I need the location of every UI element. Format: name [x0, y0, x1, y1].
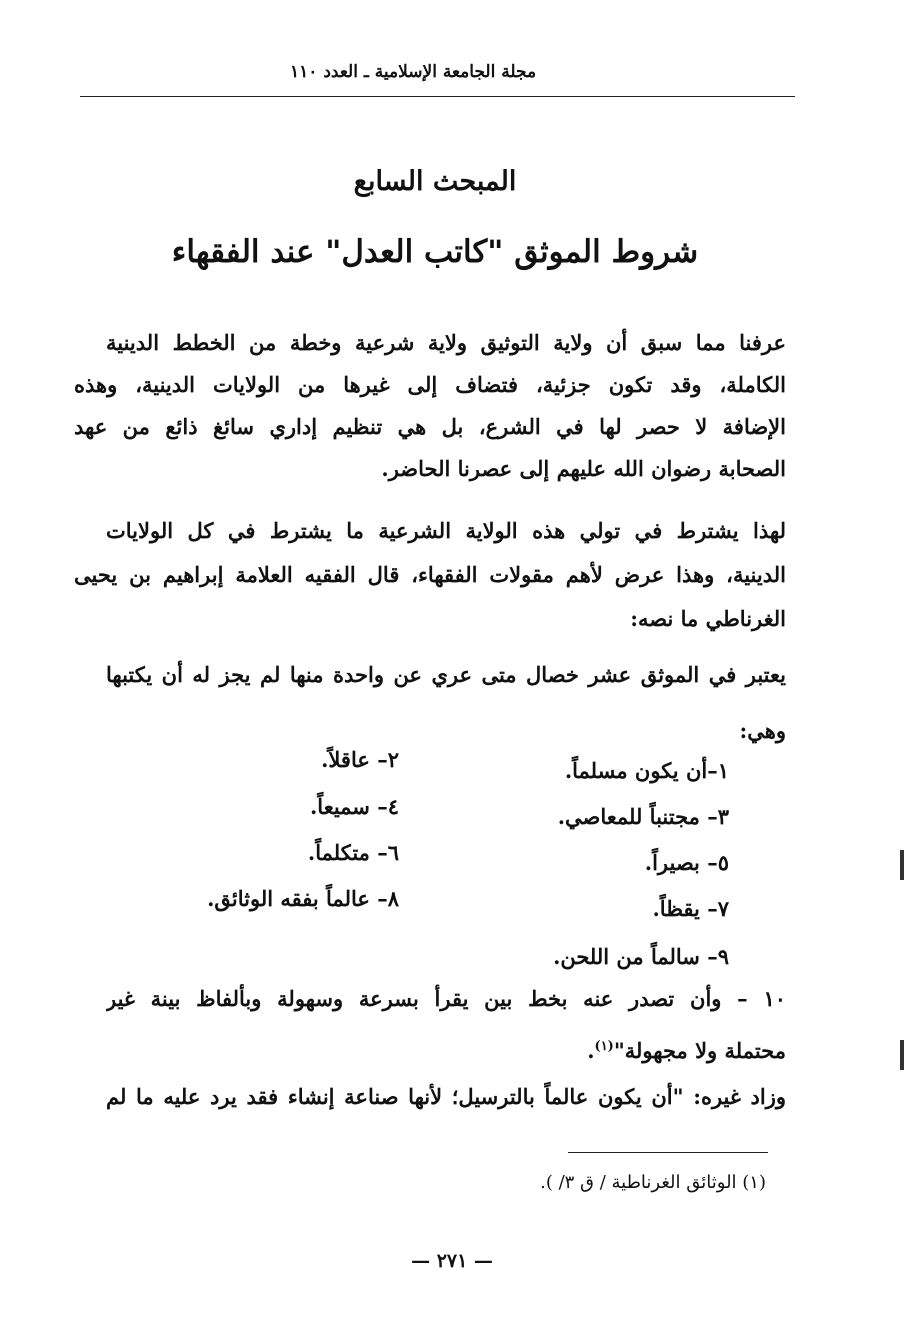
paragraph-line: محتملة ولا مجهولة"$^{(١)}$. — [587, 1038, 786, 1063]
paragraph-3 — [74, 656, 786, 756]
journal-name: مجلة الجامعة الإسلامية — [374, 62, 537, 82]
paragraph-2 — [74, 512, 786, 642]
condition-3: ٣– مجتنباً للمعاصي. — [557, 804, 729, 829]
main-title: شروط الموثق "كاتب العدل" عند الفقهاء — [171, 234, 699, 270]
paragraph-line: وهي: — [739, 718, 786, 743]
paragraph-line: يعتبر في الموثق عشر خصال متى عري عن واحدة منها لم يجز له أن يكتبها — [106, 662, 786, 687]
condition-7: ٧– يقظاً. — [652, 896, 729, 921]
paragraph-1 — [74, 324, 786, 484]
condition-10 — [74, 980, 786, 1070]
paragraph-line: الصحابة رضوان الله عليهم إلى عصرنا الحاضر. — [381, 456, 786, 481]
paragraph-line: ١٠ – وأن تصدر عنه بخط بين يقرأ بسرعة وسهولة وبألفاظ بينة غير — [106, 986, 786, 1011]
paragraph-line: الغرناطي ما نصه: — [630, 606, 786, 631]
condition-9: ٩– سالماً من اللحن. — [553, 944, 729, 969]
paragraph-4 — [74, 1078, 786, 1118]
paragraph-line: عرفنا مما سبق أن ولاية التوثيق ولاية شرعية وخطة من الخطط الدينية — [106, 330, 786, 355]
running-header — [290, 62, 802, 82]
condition-6: ٦– متكلماً. — [307, 840, 399, 865]
scan-edge-mark — [900, 850, 904, 880]
paragraph-line: وزاد غيره: "أن يكون عالماً بالترسيل؛ لأنها صناعة إنشاء فقد يرد عليه ما لم — [106, 1084, 786, 1109]
condition-2: ٢– عاقلاً. — [321, 747, 399, 772]
condition-8: ٨– عالماً بفقه الوثائق. — [207, 886, 399, 911]
section-title: المبحث السابع — [353, 166, 517, 197]
condition-5: ٥– بصيراً. — [644, 850, 729, 875]
paragraph-line: لهذا يشترط في تولي هذه الولاية الشرعية ما يشترط في كل الولايات — [106, 518, 786, 543]
footnote-reference: (١) — [594, 1039, 614, 1054]
paragraph-line: الكاملة، وقد تكون جزئية، فتضاف إلى غيرها من الولايات الدينية، وهذه — [74, 372, 786, 397]
header-rule — [80, 96, 795, 97]
scan-edge-mark — [900, 1040, 904, 1070]
page-number: — ٢٧١ — — [411, 1250, 493, 1272]
header-separator: ـ — [363, 62, 369, 82]
footnote-rule — [568, 1152, 768, 1153]
paragraph-line: الدينية، وهذا عرض لأهم مقولات الفقهاء، قال الفقيه العلامة إبراهيم بن يحيى — [74, 562, 786, 587]
condition-4: ٤– سميعاً. — [309, 794, 399, 819]
condition-1: ١–أن يكون مسلماً. — [564, 758, 729, 783]
issue-number: العدد ١١٠ — [290, 62, 358, 82]
paragraph-line: الإضافة لا حصر لها في الشرع، بل هي تنظيم إداري سائغ ذائع من عهد — [74, 414, 786, 439]
footnote: (١) الوثائق الغرناطية / ق ٣/ ). — [540, 1172, 766, 1193]
